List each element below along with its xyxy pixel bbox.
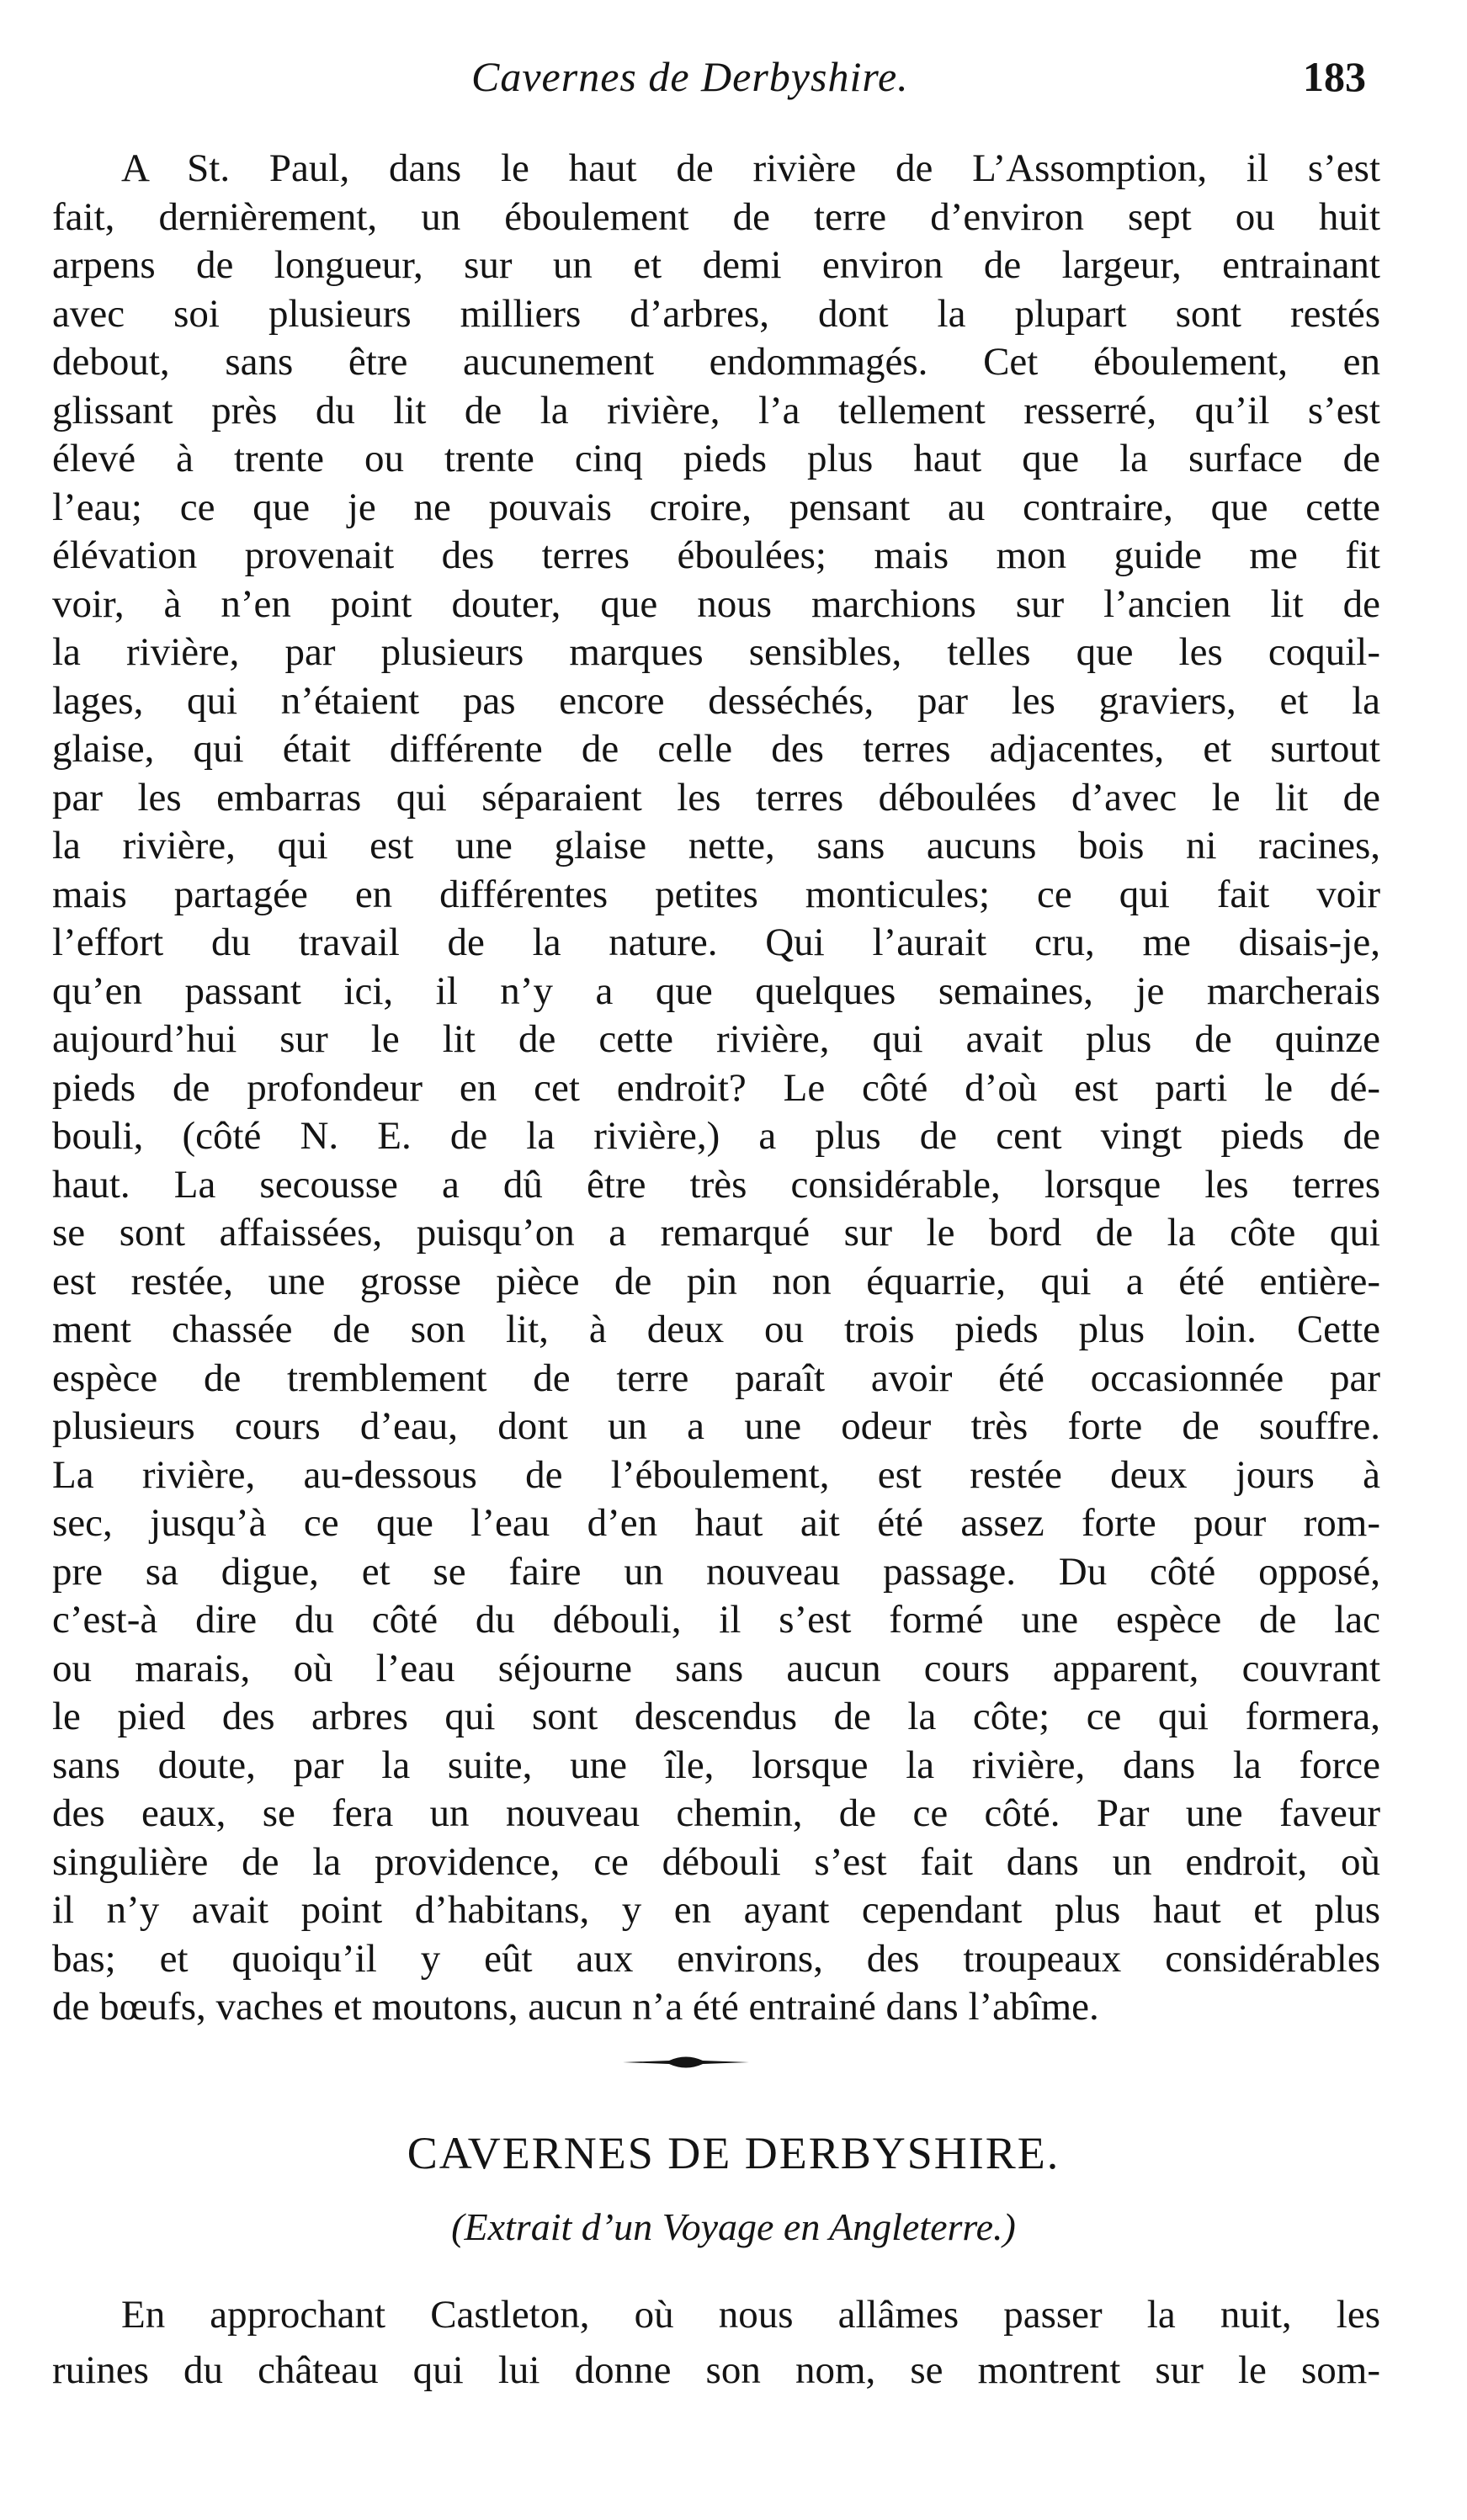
text-line: des eaux, se fera un nouveau chemin, de ce côté. Par une faveur	[52, 1791, 1380, 1835]
text-line: mais partagée en différentes petites monticules; ce qui fait voir	[52, 872, 1380, 916]
text-line: l’effort du travail de la nature. Qui l’aurait cru, me disais-je,	[52, 920, 1380, 964]
text-line: arpens de longueur, sur un et demi environ de largeur, entrainant	[52, 243, 1380, 287]
text-line: A St. Paul, dans le haut de rivière de L’Assomption, il s’est	[121, 146, 1380, 190]
section-subtitle: (Extrait d’un Voyage en Angleterre.)	[451, 2205, 1016, 2248]
text-line: ruines du château qui lui donne son nom, se montrent sur le som-	[52, 2348, 1380, 2392]
text-line: il n’y avait point d’habitans, y en ayant cependant plus haut et plus	[52, 1888, 1380, 1932]
text-line: aujourd’hui sur le lit de cette rivière, qui avait plus de quinze	[52, 1017, 1380, 1061]
running-title: Cavernes de Derbyshire.	[471, 53, 909, 100]
text-line: sec, jusqu’à ce que l’eau d’en haut ait été assez forte pour rom-	[52, 1501, 1380, 1545]
page-number: 183	[1303, 53, 1366, 100]
text-line: sans doute, par la suite, une île, lorsque la rivière, dans la force	[52, 1743, 1380, 1787]
text-line: glissant près du lit de la rivière, l’a tellement resserré, qu’il s’est	[52, 388, 1380, 432]
text-line: bas; et quoiqu’il y eût aux environs, des troupeaux considérables	[52, 1936, 1380, 1981]
text-line: par les embarras qui séparaient les terres déboulées d’avec le lit de	[52, 775, 1380, 820]
text-line: lages, qui n’étaient pas encore desséchés, par les graviers, et la	[52, 678, 1380, 723]
text-line: ment chassée de son lit, à deux ou trois pieds plus loin. Cette	[52, 1308, 1380, 1351]
text-line: élevé à trente ou trente cinq pieds plus haut que la surface de	[52, 437, 1380, 480]
text-line: se sont affaissées, puisqu’on a remarqué sur le bord de la côte qui	[52, 1211, 1380, 1255]
text-line: voir, à n’en point douter, que nous marchions sur l’ancien lit de	[52, 581, 1380, 626]
text-line: qu’en passant ici, il n’y a que quelques semaines, je marcherais	[52, 968, 1380, 1013]
text-line: l’eau; ce que je ne pouvais croire, pensant au contraire, que cette	[52, 485, 1380, 529]
text-line: La rivière, au-dessous de l’éboulement, est restée deux jours à	[52, 1452, 1380, 1497]
text-line: de bœufs, vaches et moutons, aucun n’a été entrainé dans l’abîme.	[52, 1985, 1099, 2029]
article-body	[52, 145, 1380, 2032]
text-line: espèce de tremblement de terre paraît avoir été occasionnée par	[52, 1355, 1380, 1400]
text-line: glaise, qui était différente de celle des terres adjacentes, et surtout	[52, 727, 1380, 771]
text-line: la rivière, par plusieurs marques sensibles, telles que les coquil-	[52, 630, 1380, 674]
running-head	[0, 52, 1467, 103]
text-line: ou marais, où l’eau séjourne sans aucun cours apparent, couvrant	[52, 1646, 1380, 1690]
text-line: élévation provenait des terres éboulées; mais mon guide me fit	[52, 533, 1380, 577]
text-line: la rivière, qui est une glaise nette, sans aucuns bois ni racines,	[52, 824, 1380, 867]
section-body	[52, 2287, 1380, 2398]
text-line: singulière de la providence, ce débouli s’est fait dans un endroit, où	[52, 1839, 1380, 1884]
text-line: haut. La secousse a dû être très considérable, lorsque les terres	[52, 1162, 1380, 1207]
section-title: CAVERNES DE DERBYSHIRE.	[407, 2128, 1060, 2178]
text-line: avec soi plusieurs milliers d’arbres, dont la plupart sont restés	[52, 291, 1380, 336]
text-line: bouli, (côté N. E. de la rivière,) a plus de cent vingt pieds de	[52, 1114, 1380, 1158]
text-line: est restée, une grosse pièce de pin non équarrie, qui a été entière-	[52, 1259, 1380, 1303]
text-line: pre sa digue, et se faire un nouveau passage. Du côté opposé,	[52, 1549, 1380, 1594]
text-line: c’est-à dire du côté du débouli, il s’est formé une espèce de lac	[52, 1598, 1380, 1642]
text-line: le pied des arbres qui sont descendus de la côte; ce qui formera,	[52, 1695, 1380, 1738]
text-line: pieds de profondeur en cet endroit? Le côté d’où est parti le dé-	[52, 1065, 1380, 1110]
text-line: plusieurs cours d’eau, dont un a une odeur très forte de souffre.	[52, 1404, 1380, 1448]
text-line: debout, sans être aucunement endommagés. Cet éboulement, en	[52, 340, 1380, 384]
section-divider-ornament	[623, 2051, 749, 2073]
text-line: En approchant Castleton, où nous allâmes passer la nuit, les	[121, 2293, 1380, 2337]
text-line: fait, dernièrement, un éboulement de terre d’environ sept ou huit	[52, 194, 1380, 239]
